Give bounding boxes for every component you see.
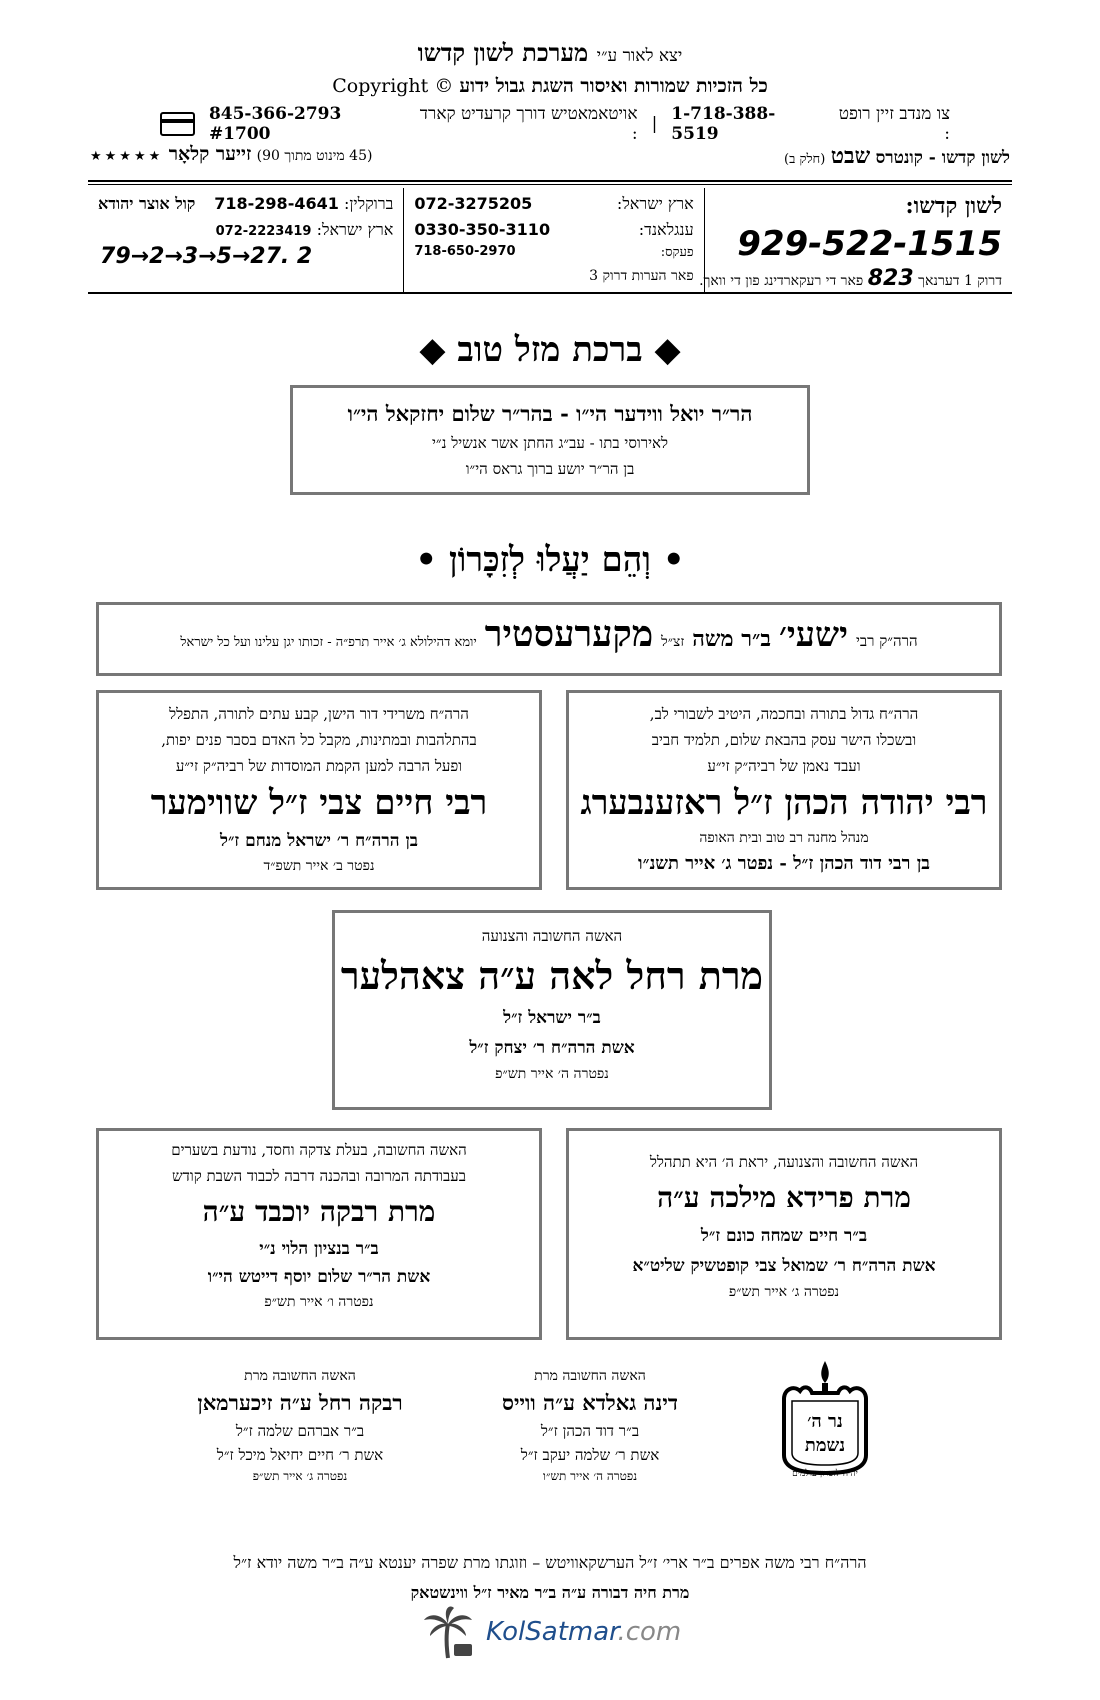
lower-right-line5: נפטרה ג׳ אייר תש״פ (728, 1284, 840, 1300)
mazal-tov-line2: לאירוסי בתו - עב״ג החתן אשר אנשיל נ״י (431, 434, 669, 452)
publisher-prefix: יצא לאור ע״י (596, 46, 683, 66)
mem-mid-line4: אשת ר׳ שלמה יעקב ז״ל (520, 1446, 660, 1464)
eretz-label: ארץ ישראל: (316, 220, 394, 239)
separator: | (651, 114, 658, 134)
left-box-line2: בהתלהבות ובמתינות, מקבל כל האדם בסבר פנים יפות, (161, 731, 477, 749)
wide-zatzal: זצ״ל (661, 634, 685, 650)
lower-right-line3: ב״ר חיים שמחה כונם ז״ל (700, 1226, 868, 1246)
mem-mid-line1: האשה החשובה מרת (534, 1368, 646, 1384)
copyright-text: Copyright © (332, 75, 454, 97)
rating-stars-icon: ★★★★★ (90, 149, 164, 164)
lower-left-line2: בעבודתה המרובה ובהכנה דרבה לכבוד השבת קודש (172, 1167, 466, 1185)
mem-left-line4: אשת ר׳ חיים יחיאל מיכל ז״ל (216, 1446, 384, 1464)
mem-mid-line5: נפטרה ה׳ אייר תש״ו (542, 1469, 638, 1483)
lower-right-line4: אשת הרה״ח ר׳ שמואל צבי קופטשיק שליט״א (632, 1256, 936, 1276)
site-domain: .com (617, 1617, 682, 1647)
series-line (90, 143, 1010, 169)
lshk-note-num: 823 (867, 266, 914, 291)
series-title (784, 143, 1010, 169)
lshk-number[interactable]: 929-522-1515 (737, 224, 1002, 264)
fax-row (414, 244, 693, 260)
lower-left-line5: אשת הר״ר שלום יוסף דייטש הי״ו (207, 1267, 431, 1287)
center-box-line5: נפטרה ה׳ אייר תש״פ (495, 1066, 609, 1082)
candle-caption: יהיה לזכרון עולמים (792, 1469, 858, 1479)
donate-phone: 1-718-388-5519 (671, 104, 776, 144)
lower-left-line6: נפטרה ו׳ אייר תש״פ (264, 1294, 374, 1310)
donate-label: צו מנדב זיין רופט : (838, 104, 950, 144)
mem-mid-name: דינה גאלדא ע״ה ווייס (502, 1390, 678, 1415)
mazal-tov-title-text: ברכת מזל טוב (457, 330, 643, 370)
site-name (486, 1617, 681, 1647)
wide-name-a: ישעי׳ (778, 615, 848, 655)
lower-left-memorial-box (96, 1128, 542, 1340)
candle-emblem-text-holder (770, 1355, 880, 1485)
palm-tree-icon (420, 1604, 476, 1660)
footer-line1: הרה״ח רבי משה אפרים ב״ר ארי׳ ז״ל הערשקאוויטש – וזוגתו מרת שפרה יענטא ע״ה ב״ר משה יודא ז״ל (233, 1553, 867, 1572)
footer-memorials (0, 1548, 1100, 1608)
israel-row (414, 194, 693, 214)
lshk-note-a: דרוק 1 דערנאך (918, 273, 1002, 289)
series-title-a: לשון קדשו - קונטרס (875, 148, 1010, 168)
footer-line2: מרת חיה דבורה ע״ה ב״ר מאיר ז״ל ווינשטאק (410, 1583, 690, 1602)
right-box-line1: הרה״ח גדול בתורה ובחכמה, היטיב לשבורי לב, (649, 705, 919, 723)
lower-right-line1: האשה החשובה והצנועה, יראת ה׳ היא תתהלל (649, 1153, 919, 1171)
clarity-rating (90, 143, 372, 169)
auto-phone: 845-366-2793 #1700 (208, 104, 342, 144)
site-logo[interactable] (420, 1602, 720, 1662)
wide-mid: ב״ר משה (692, 626, 771, 652)
center-box-line4: אשת הרה״ח ר׳ יצחק ז״ל (469, 1038, 635, 1058)
svg-text:נשמת: נשמת (804, 1435, 846, 1456)
lower-left-line1: האשה החשובה, בעלת צדקה וחסד, נודעת בשערים (171, 1141, 467, 1159)
memorial-zicherman (170, 1365, 430, 1485)
publisher-line (0, 38, 1100, 68)
header-rule-thin (88, 184, 1012, 185)
brooklyn-group (214, 194, 393, 214)
mazal-tov-title: ◆ ברכת מזל טוב ◆ (419, 330, 681, 370)
england-number[interactable]: 0330-350-3110 (414, 220, 551, 239)
left-box-line1: הרה״ח משרידי דור הישן, קבע עתים לתורה, התפלל (169, 705, 469, 723)
svg-text:נר ה׳: נר ה׳ (807, 1411, 843, 1432)
left-memorial-box (96, 690, 542, 890)
right-memorial-box (566, 690, 1002, 890)
menu-sequence: 79→2→3→5→27. 2 (100, 244, 313, 269)
right-box-line5: מנהל מחנה רב טוב ובית האופה (699, 830, 869, 846)
phone-table (88, 188, 1012, 294)
mem-left-name: רבקה רחל ע״ה זיכערמאן (197, 1390, 403, 1415)
brooklyn-label: ברוקלין: (343, 194, 394, 213)
right-box-name: רבי יהודה הכהן ז״ל ראזענבערג (580, 783, 988, 823)
brooklyn-number[interactable]: 718-298-4641 (214, 194, 339, 213)
memorial-weiss (470, 1365, 710, 1485)
series-title-b: שבט (830, 143, 871, 169)
wide-pre: הרה״ק רבי (855, 632, 918, 650)
center-memorial-box (332, 910, 772, 1110)
center-box-name: מרת רחל לאה ע״ה צאהלער (340, 953, 764, 998)
rights-line (0, 75, 1100, 98)
wide-memorial-box (96, 602, 1002, 676)
eretz-number[interactable]: 072-2223419 (215, 224, 312, 239)
left-box-line5: בן הרה״ח ר׳ ישראל מנחם ז״ל (220, 831, 418, 851)
left-box-name: רבי חיים צבי ז״ל שווימער (150, 783, 488, 823)
clear-label: זייער קלאָר (168, 143, 252, 165)
right-box-line2: ובשכלו הישר עסק בהבאת שלום, תלמיד חביב (651, 731, 917, 749)
series-part: (חלק ב) (784, 152, 826, 167)
wide-surname: מקערעסטיר (484, 613, 654, 655)
england-row (414, 220, 693, 240)
donation-line (160, 104, 950, 144)
zikaron-title: • וְהֵם יַעֲלוּ לְזִכָּרוֹן • (415, 540, 685, 580)
clear-minutes: (45 מינוט מתוך 90) (256, 148, 373, 164)
mem-left-line3: ב״ר אברהם שלמה ז״ל (235, 1422, 365, 1440)
center-box-line1: האשה החשובה והצנועה (481, 927, 623, 945)
left-box-line3: ופעל הרבה למען הקמת המוסדות של רביה״ק זי״ע (175, 757, 463, 775)
site-name-text: KolSatmar (486, 1617, 618, 1647)
lshk-note (699, 266, 1002, 291)
israel-label: ארץ ישראל: (616, 194, 694, 213)
lashon-kodsho-column (699, 188, 1012, 292)
mem-left-line1: האשה החשובה מרת (244, 1368, 356, 1384)
auto-label: אויטאמאטיש דורך קרעדיט קארד : (419, 104, 638, 144)
fax-number[interactable]: 718-650-2970 (414, 244, 516, 259)
international-column (403, 188, 703, 292)
rights-text: כל הזכיות שמורות ואיסור השגת גבול ידוע (459, 75, 768, 97)
credit-card-icon (160, 112, 195, 136)
wide-post: יומא דהילולא ג׳ אייר תרפ״ה - זכותו יגן עלינו ועל כל ישראל (180, 635, 477, 650)
mazal-tov-box (290, 385, 810, 495)
kol-otzar-title: קול אוצר יהודא (98, 194, 196, 213)
publisher-name: מערכת לשון קדשו (417, 38, 589, 67)
eretz-row (98, 220, 393, 240)
center-box-line3: ב״ר ישראל ז״ל (503, 1008, 601, 1028)
left-box-line6: נפטר ב׳ אייר תשפ״ד (263, 858, 375, 874)
fax-label: פעקס: (660, 245, 694, 260)
eretz-group (216, 220, 394, 240)
mazal-tov-line3: בן הר״ר יושע ברוך גראס הי״ו (465, 460, 635, 478)
lshk-label: לשון קדשו: (905, 193, 1002, 219)
lower-right-name: מרת פרידא מילכה ע״ה (657, 1181, 911, 1214)
lower-left-line4: ב״ר בנציון הלוי נ״י (259, 1239, 379, 1259)
wide-memorial-line (99, 613, 999, 655)
right-box-line3: ועבד נאמן של רביה״ק זי״ע (707, 757, 861, 775)
notes-label: פאר הערות דרוק 3 (589, 268, 694, 284)
israel-number[interactable]: 072-3275205 (414, 194, 533, 213)
notes-row (414, 268, 693, 285)
lower-left-name: מרת רבקה יוכבד ע״ה (202, 1195, 436, 1228)
lshk-note-b: פאר די רעקארדינג פון די וואך. (699, 273, 864, 289)
mazal-tov-line1: הר״ר יואל ווידער הי״ו - בהר״ר שלום יחזקאל הי״ו (347, 401, 753, 426)
mem-mid-line3: ב״ר דוד הכהן ז״ל (540, 1422, 640, 1440)
header-rule (88, 180, 1012, 182)
lower-right-memorial-box (566, 1128, 1002, 1340)
right-box-line6: בן רבי דוד הכהן ז״ל - נפטר ג׳ אייר תשנ״ו (638, 853, 930, 874)
mem-left-line5: נפטרה ג׳ אייר תש״פ (252, 1469, 348, 1483)
zikaron-title-text: וְהֵם יַעֲלוּ לְזִכָּרוֹן (449, 540, 651, 580)
england-label: ענגלאנד: (638, 220, 694, 239)
